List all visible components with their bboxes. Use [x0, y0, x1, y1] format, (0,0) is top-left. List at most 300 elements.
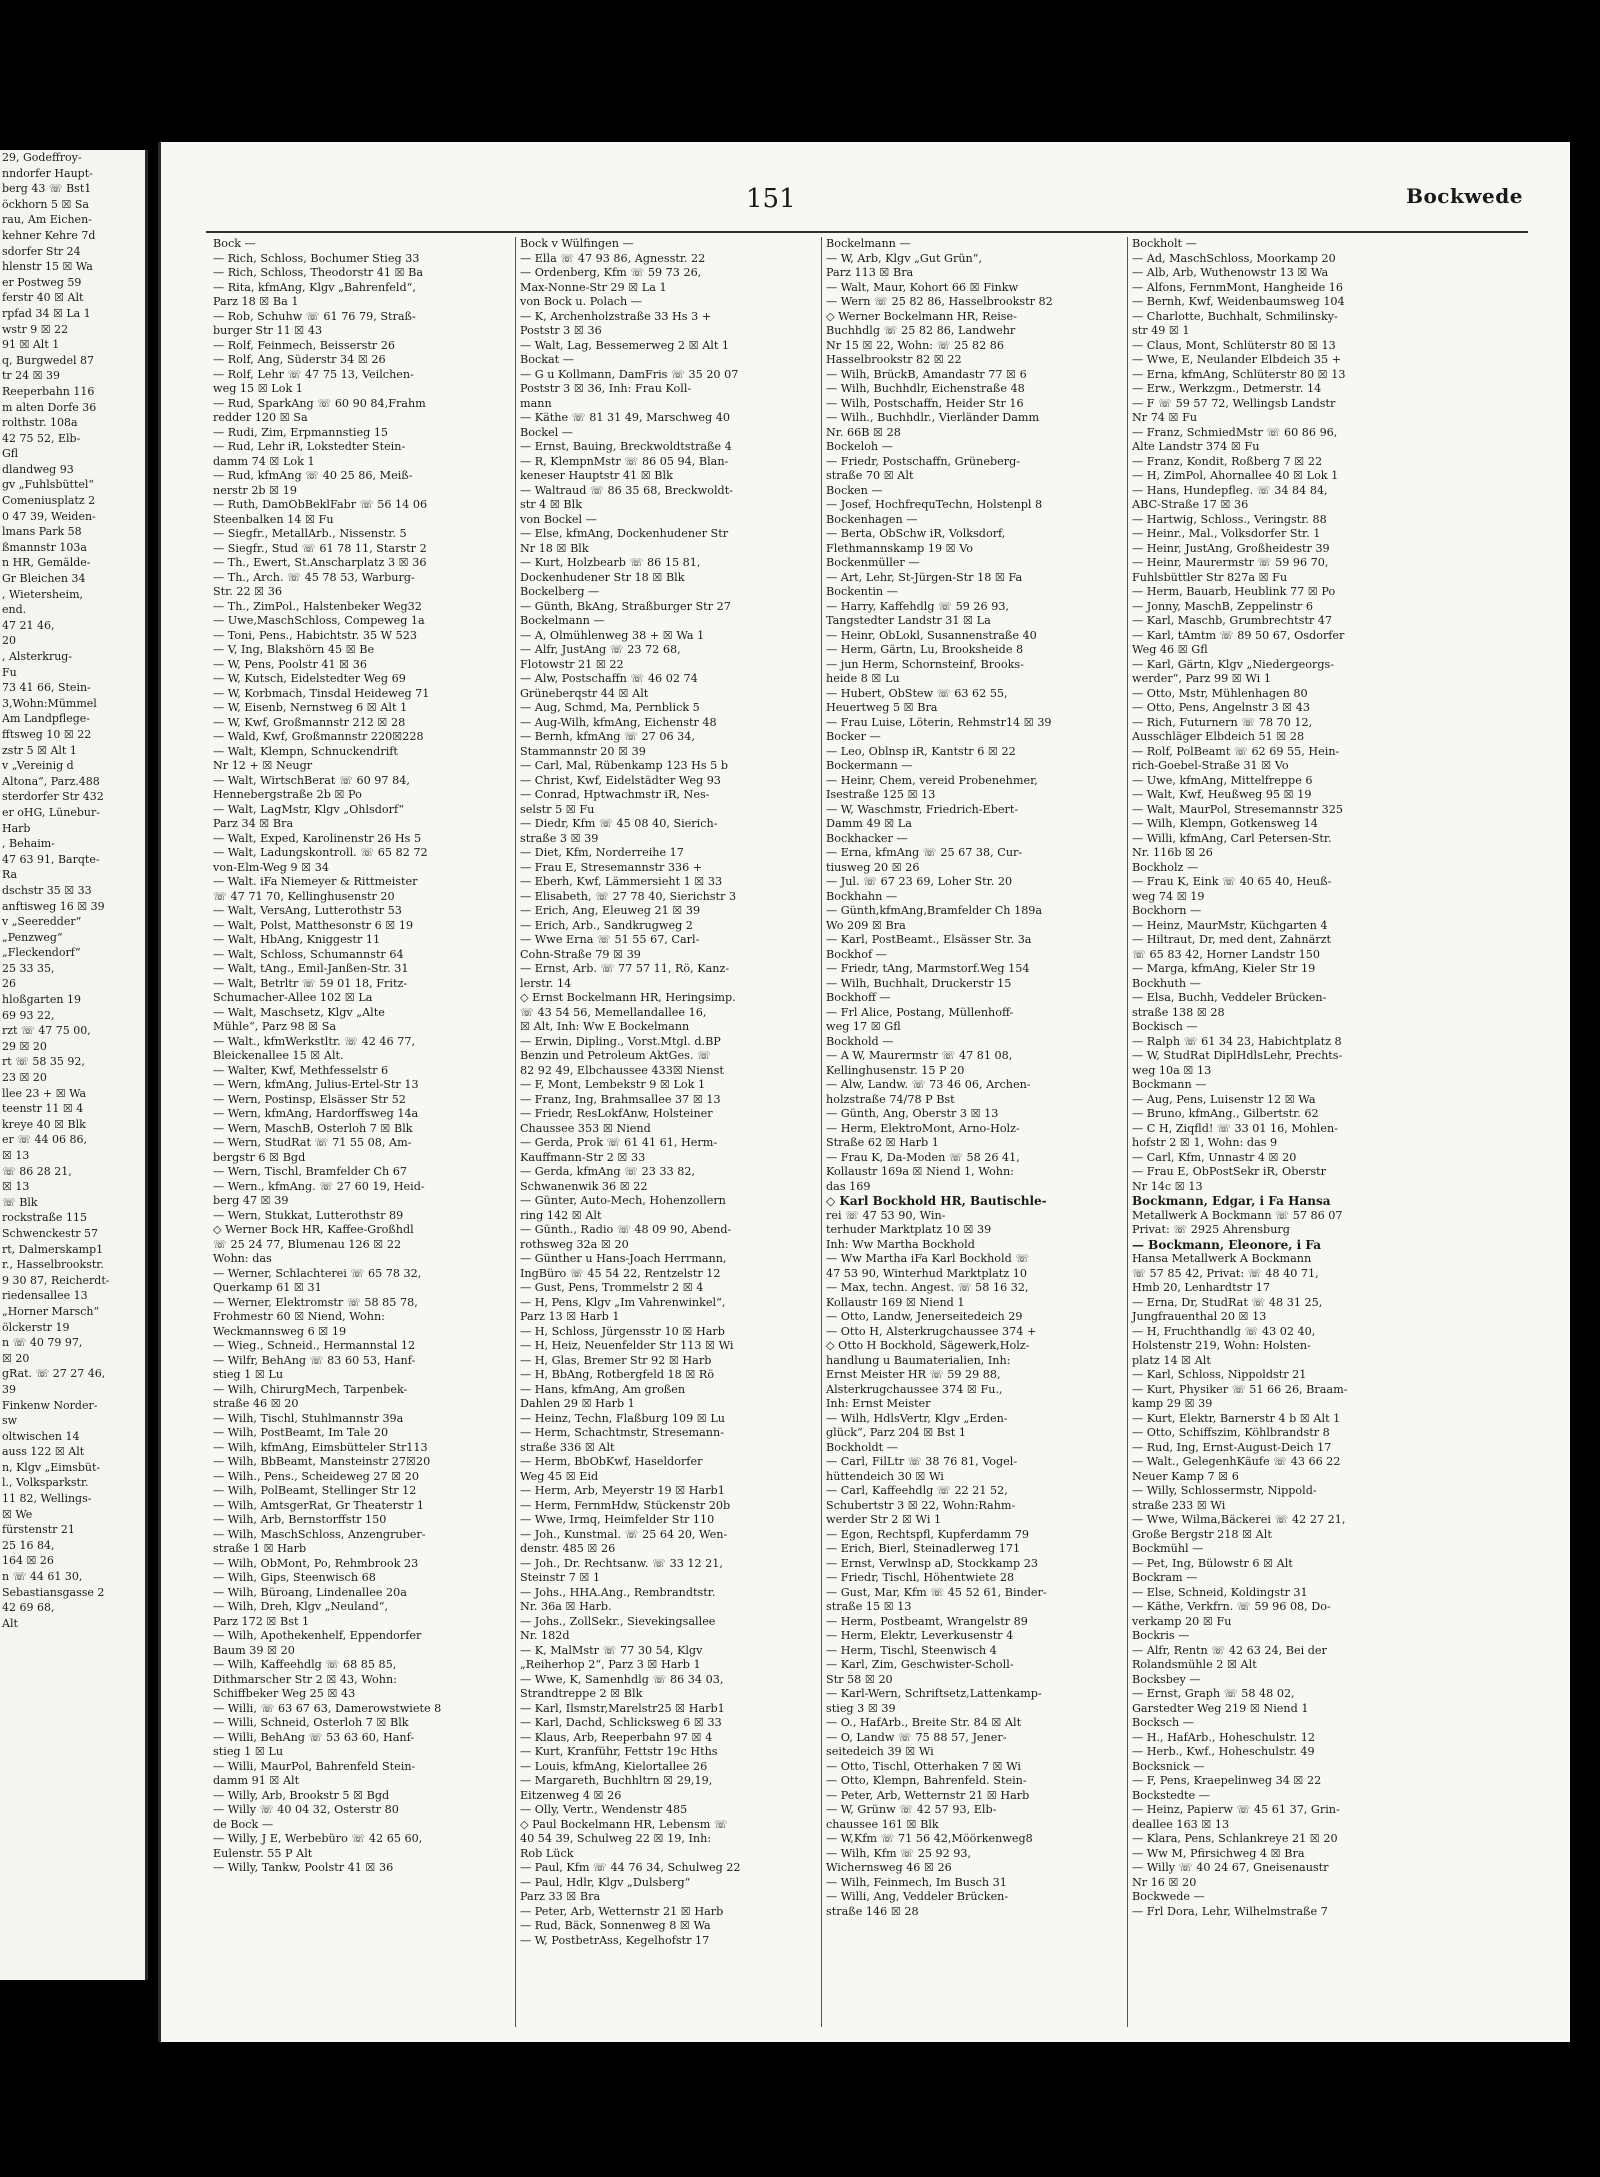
entry-line: — Wald, Kwf, Großmannstr 220☒228 — [213, 730, 424, 743]
entry-line: — Wilh., Pens., Scheideweg 27 ☒ 20 — [213, 1469, 419, 1483]
entry-line: Bockhahn — — [826, 889, 898, 903]
entry-line: — V, Ing, Blakshörn 45 ☒ Be — [213, 643, 375, 656]
entry-line: — Herm, Tischl, Steenwisch 4 — [826, 1643, 997, 1657]
entry-line: Bockram — — [1132, 1571, 1198, 1584]
entry-line: — Hans, kfmAng, Am großen — [520, 1382, 686, 1396]
stub-line: „Fleckendorf“ — [2, 946, 81, 960]
entry-line: — Wilfr, BehAng ☏ 83 60 53, Hanf- — [213, 1353, 416, 1367]
entry-line: — Wilh, Apothekenhelf, Eppendorfer — [213, 1629, 422, 1642]
entry-line: — Max, techn. Angest. ☏ 58 16 32, — [826, 1281, 1029, 1294]
entry-line: — Kurt, Elektr, Barnerstr 4 b ☒ Alt 1 — [1132, 1411, 1341, 1425]
entry-line: — Rich, Schloss, Theodorstr 41 ☒ Ba — [213, 266, 424, 279]
entry-line: Nr 16 ☒ 20 — [1132, 1875, 1197, 1889]
entry-line: — Margareth, Buchhltrn ☒ 29,19, — [520, 1774, 713, 1787]
entry-line: — Walt, Exped, Karolinenstr 26 Hs 5 — [213, 831, 422, 845]
entry-line: hüttendeich 30 ☒ Wi — [826, 1469, 944, 1483]
entry-line: Parz 33 ☒ Bra — [520, 1890, 601, 1903]
entry-line: Neuer Kamp 7 ☒ 6 — [1132, 1469, 1239, 1483]
entry-line: — Gerda, Prok ☏ 61 41 61, Herm- — [520, 1136, 718, 1149]
entry-line: — Wern, StudRat ☏ 71 55 08, Am- — [213, 1136, 412, 1149]
stub-line: 0 47 39, Weiden- — [2, 509, 96, 523]
entry-line: Ausschläger Elbdeich 51 ☒ 28 — [1132, 730, 1305, 743]
stub-line: Reeperbahn 116 — [2, 384, 95, 398]
stub-line: sterdorfer Str 432 — [2, 790, 104, 804]
entry-line: straße 233 ☒ Wi — [1132, 1498, 1226, 1512]
entry-line: — Karl, Schloss, Nippoldstr 21 — [1132, 1368, 1307, 1381]
entry-line: — Willi, Schneid, Osterloh 7 ☒ Blk — [213, 1716, 409, 1729]
entry-line: mann — [520, 396, 552, 410]
entry-line: — Wilh, AmtsgerRat, Gr Theaterstr 1 — [213, 1498, 425, 1512]
entry-line: — Wilh, BbBeamt, Mansteinstr 27☒20 — [213, 1455, 431, 1468]
entry-line: IngBüro ☏ 45 54 22, Rentzelstr 12 — [520, 1266, 721, 1280]
entry-line: Wichernsweg 46 ☒ 26 — [826, 1861, 952, 1874]
entry-line: redder 120 ☒ Sa — [213, 411, 308, 424]
entry-line: — Walt, Ladungskontroll. ☏ 65 82 72 — [213, 846, 428, 859]
entry-line: Nr. 182d — [520, 1629, 570, 1642]
entry-line: Buchhdlg ☏ 25 82 86, Landwehr — [826, 324, 1016, 337]
entry-line: — Karl, Maschb, Grumbrechtstr 47 — [1132, 614, 1332, 627]
entry-line: Str 58 ☒ 20 — [826, 1672, 893, 1686]
entry-line: — Olly, Vertr., Wendenstr 485 — [520, 1803, 688, 1816]
entry-line: — Wilh, PostBeamt, Im Tale 20 — [213, 1426, 389, 1439]
entry-line: seitedeich 39 ☒ Wi — [826, 1745, 934, 1758]
entry-line: Parz 172 ☒ Bst 1 — [213, 1614, 310, 1628]
stub-line: 26 — [2, 977, 16, 991]
entry-line: — H, Glas, Bremer Str 92 ☒ Harb — [520, 1353, 712, 1367]
entry-line: — Conrad, Hptwachmstr iR, Nes- — [520, 788, 710, 801]
stub-line: rockstraße 115 — [2, 1211, 87, 1225]
entry-line: — Ernst, Bauing, Breckwoldtstraße 4 — [520, 440, 732, 453]
entry-line: heide 8 ☒ Lu — [826, 672, 900, 685]
entry-line: — Josef, HochfrequTechn, Holstenpl 8 — [826, 498, 1043, 511]
entry-line: — W, PostbetrAss, Kegelhofstr 17 — [520, 1933, 710, 1947]
stub-line: 25 16 84, — [2, 1538, 55, 1552]
entry-line: ☒ Alt, Inh: Ww E Bockelmann — [520, 1020, 690, 1033]
entry-line: — Ernst, Arb. ☏ 77 57 11, Rö, Kanz- — [520, 962, 730, 975]
entry-line: Parz 34 ☒ Bra — [213, 817, 294, 830]
entry-line: — Johs., ZollSekr., Sievekingsallee — [520, 1614, 716, 1628]
entry-line: Bock v Wülfingen — — [520, 237, 634, 250]
entry-line: Bockhold — — [826, 1034, 894, 1048]
entry-line: damm 74 ☒ Lok 1 — [213, 454, 315, 468]
entry-line: — Ad, MaschSchloss, Moorkamp 20 — [1132, 251, 1336, 265]
stub-line: 42 75 52, Elb- — [2, 431, 81, 445]
entry-line: — Wilh, MaschSchloss, Anzengruber- — [213, 1527, 426, 1541]
entry-line: — Franz, SchmiedMstr ☏ 60 86 96, — [1132, 425, 1338, 439]
entry-line: von Bockel — — [520, 512, 597, 526]
entry-line: Bockmann, Edgar, i Fa Hansa — [1132, 1194, 1331, 1208]
entry-line: straße 70 ☒ Alt — [826, 469, 914, 482]
entry-line: — Siegfr., Stud ☏ 61 78 11, Starstr 2 — [213, 541, 427, 555]
entry-line: — Otto, Pens, Angelnstr 3 ☒ 43 — [1132, 701, 1310, 714]
entry-line: — Carl, FilLtr ☏ 38 76 81, Vogel- — [826, 1455, 1018, 1468]
entry-line: — Wilh, Arb, Bernstorffstr 150 — [213, 1513, 387, 1526]
entry-line: — Rolf, Lehr ☏ 47 75 13, Veilchen- — [213, 367, 414, 381]
entry-line: — Wilh, ChirurgMech, Tarpenbek- — [213, 1382, 408, 1396]
stub-line: r., Hasselbrookstr. — [2, 1258, 104, 1272]
stub-line: Comeniusplatz 2 — [2, 494, 96, 508]
entry-line: — Ww Martha iFa Karl Bockhold ☏ — [826, 1252, 1030, 1265]
entry-line: Alsterkrugchaussee 374 ☒ Fu., — [826, 1382, 1003, 1396]
entry-line: — Günth., Radio ☏ 48 09 90, Abend- — [520, 1223, 732, 1236]
stub-line: nndorfer Haupt- — [2, 166, 93, 180]
entry-line: Bockhuth — — [1132, 976, 1201, 990]
stub-line: Altona“, Parz.488 — [2, 774, 100, 788]
stub-line: Am Landpflege- — [2, 712, 91, 726]
entry-line: — Heinr, Chem, vereid Probenehmer, — [826, 773, 1038, 787]
entry-line: — A, Olmühlenweg 38 + ☒ Wa 1 — [520, 628, 705, 642]
entry-line: — Hartwig, Schloss., Veringstr. 88 — [1132, 512, 1327, 526]
entry-line: — Walt, Polst, Matthesonstr 6 ☒ 19 — [213, 918, 414, 932]
entry-line: — Rud, Ing, Ernst-August-Deich 17 — [1132, 1440, 1332, 1454]
entry-line: Kollaustr 169a ☒ Niend 1, Wohn: — [826, 1165, 1014, 1178]
entry-line: — Wilh, Dreh, Klgv „Neuland“, — [213, 1600, 389, 1613]
entry-line: — Erw., Werkzgm., Detmerstr. 14 — [1132, 382, 1322, 395]
entry-line: — Eberh, Kwf, Lämmersieht 1 ☒ 33 — [520, 875, 723, 888]
entry-line: Bockholt — — [1132, 237, 1197, 250]
entry-line: — Otto, Landw, Jenerseitedeich 29 — [826, 1310, 1023, 1323]
entry-line: rich-Goebel-Straße 31 ☒ Vo — [1132, 759, 1289, 772]
entry-line: Weg 45 ☒ Eid — [520, 1469, 599, 1483]
entry-line: — Hiltraut, Dr, med dent, Zahnärzt — [1132, 933, 1331, 946]
entry-line: — Karl, Dachd, Schlicksweg 6 ☒ 33 — [520, 1716, 722, 1729]
entry-line: — Waltraud ☏ 86 35 68, Breckwoldt- — [520, 483, 733, 497]
entry-line: — Wern, Tischl, Bramfelder Ch 67 — [213, 1165, 407, 1178]
column-2 — [515, 237, 816, 2027]
stub-line: Harb — [2, 821, 31, 835]
entry-line: — Ernst, Graph ☏ 58 48 02, — [1132, 1687, 1295, 1700]
entry-line: — Karl, PostBeamt., Elsässer Str. 3a — [826, 933, 1032, 946]
entry-line: werder Str 2 ☒ Wi 1 — [826, 1513, 942, 1526]
entry-line: Nr 12 + ☒ Neugr — [213, 759, 313, 772]
entry-line: — Erwin, Dipling., Vorst.Mtgl. d.BP — [520, 1034, 721, 1048]
entry-line: Nr 15 ☒ 22, Wohn: ☏ 25 82 86 — [826, 338, 1004, 352]
stub-line: , Behaim- — [2, 837, 55, 851]
entry-line: Baum 39 ☒ 20 — [213, 1643, 295, 1657]
entry-line: — Herm, Arb, Meyerstr 19 ☒ Harb1 — [520, 1484, 725, 1497]
entry-line: kamp 29 ☒ 39 — [1132, 1397, 1213, 1410]
entry-line: — Frl Dora, Lehr, Wilhelmstraße 7 — [1132, 1904, 1328, 1918]
entry-line: — Heinz, Papierw ☏ 45 61 37, Grin- — [1132, 1803, 1340, 1816]
entry-line: — Aug, Pens, Luisenstr 12 ☒ Wa — [1132, 1092, 1316, 1106]
entry-line: Fuhlsbüttler Str 827a ☒ Fu — [1132, 570, 1288, 584]
entry-line: — Heinr, JustAng, Großheidestr 39 — [1132, 541, 1330, 555]
stub-line: 39 — [2, 1382, 16, 1396]
entry-line: — Wwe, K, Samenhdlg ☏ 86 34 03, — [520, 1672, 724, 1686]
entry-line: platz 14 ☒ Alt — [1132, 1353, 1211, 1367]
entry-line: Dithmarscher Str 2 ☒ 43, Wohn: — [213, 1672, 397, 1686]
entry-line: — Karl, tAmtm ☏ 89 50 67, Osdorfer — [1132, 628, 1345, 642]
entry-line: — W, Korbmach, Tinsdal Heideweg 71 — [213, 686, 430, 700]
stub-line: „Horner Marsch“ — [2, 1304, 100, 1318]
entry-line: — Wwe, Irmq, Heimfelder Str 110 — [520, 1513, 715, 1526]
stub-line: Gfl — [2, 447, 19, 461]
entry-line: Bockeloh — — [826, 440, 893, 453]
entry-line: — Joh., Kunstmal. ☏ 25 64 20, Wen- — [520, 1527, 728, 1541]
stub-line: Gr Bleichen 34 — [2, 572, 86, 586]
entry-line: Frohmestr 60 ☒ Niend, Wohn: — [213, 1310, 385, 1323]
entry-line: — Willi, BehAng ☏ 53 63 60, Hanf- — [213, 1730, 415, 1744]
stub-line: q, Burgwedel 87 — [2, 353, 94, 367]
entry-line: Bockhorn — — [1132, 904, 1202, 917]
entry-line: straße 1 ☒ Harb — [213, 1542, 307, 1555]
entry-line: „Reiherhop 2“, Parz 3 ☒ Harb 1 — [520, 1658, 701, 1671]
running-head: Bockwede — [1406, 184, 1523, 208]
stub-line: 20 — [2, 634, 16, 648]
entry-line: — Ordenberg, Kfm ☏ 59 73 26, — [520, 266, 702, 279]
entry-line: — Rich, Futurnern ☏ 78 70 12, — [1132, 715, 1313, 729]
entry-line: Eitzenweg 4 ☒ 26 — [520, 1788, 622, 1802]
entry-line: Bockelberg — — [520, 585, 600, 598]
entry-line: — Aug-Wilh, kfmAng, Eichenstr 48 — [520, 715, 717, 729]
entry-line: Dahlen 29 ☒ Harb 1 — [520, 1397, 635, 1410]
entry-line: — Bruno, kfmAng., Gilbertstr. 62 — [1132, 1107, 1319, 1120]
entry-line: Inh: Ernst Meister — [826, 1397, 931, 1410]
entry-line: — Carl, Kaffeehdlg ☏ 22 21 52, — [826, 1484, 1008, 1497]
entry-line: ◇ Ernst Bockelmann HR, Heringsimp. — [520, 991, 736, 1004]
entry-line: — Louis, kfmAng, Kielortallee 26 — [520, 1759, 708, 1773]
entry-line: ◇ Otto H Bockhold, Sägewerk,Holz- — [826, 1339, 1030, 1352]
entry-line: — Wilh., Buchhdlr., Vierländer Damm — [826, 411, 1040, 424]
entry-line: — Alfr, Rentn ☏ 42 63 24, Bei der — [1132, 1643, 1327, 1657]
entry-line: straße 138 ☒ 28 — [1132, 1005, 1225, 1019]
entry-line: burger Str 11 ☒ 43 — [213, 324, 323, 337]
entry-line: — Leo, Oblnsp iR, Kantstr 6 ☒ 22 — [826, 744, 1016, 758]
entry-line: — Ernst, Verwlnsp aD, Stockkamp 23 — [826, 1556, 1038, 1570]
entry-line: — Wilh, Kaffeehdlg ☏ 68 85 85, — [213, 1658, 397, 1671]
entry-line: Nr. 66B ☒ 28 — [826, 425, 901, 439]
entry-line: — Elsa, Buchh, Veddeler Brücken- — [1132, 991, 1327, 1004]
entry-columns — [209, 237, 1529, 2027]
entry-line: — Bockmann, Eleonore, i Fa — [1132, 1237, 1321, 1252]
entry-line: holzstraße 74/78 P Bst — [826, 1092, 955, 1106]
entry-line: — Walt, Lag, Bessemerweg 2 ☒ Alt 1 — [520, 338, 730, 352]
stub-line: oltwischen 14 — [2, 1429, 80, 1443]
entry-line: weg 15 ☒ Lok 1 — [213, 382, 303, 395]
entry-line: Strandtreppe 2 ☒ Blk — [520, 1687, 643, 1700]
stub-line: sw — [2, 1414, 18, 1428]
entry-line: — H, Heiz, Neuenfelder Str 113 ☒ Wi — [520, 1339, 734, 1352]
entry-line: — Wilh, Postschaffn, Heider Str 16 — [826, 396, 1024, 410]
entry-line: — W, Arb, Klgv „Gut Grün“, — [826, 251, 983, 265]
entry-line: — H., HafArb., Hoheschulstr. 12 — [1132, 1730, 1316, 1744]
entry-line: weg 74 ☒ 19 — [1132, 889, 1205, 903]
entry-line: — Wilh, Feinmech, Im Busch 31 — [826, 1875, 1007, 1889]
entry-line: — Herb., Kwf., Hoheschulstr. 49 — [1132, 1745, 1315, 1758]
entry-line: das 169 — [826, 1179, 871, 1193]
entry-line: — Wern, Postinsp, Elsässer Str 52 — [213, 1092, 406, 1106]
left-page-stub — [0, 150, 148, 1980]
entry-line: — W, Grünw ☏ 42 57 93, Elb- — [826, 1803, 997, 1816]
stub-line: 91 ☒ Alt 1 — [2, 338, 60, 352]
entry-line: Bockermann — — [826, 759, 913, 772]
entry-line: — Elisabeth, ☏ 27 78 40, Sierichstr 3 — [520, 889, 737, 903]
entry-line: chaussee 161 ☒ Blk — [826, 1817, 939, 1831]
entry-line: — Bernh, kfmAng ☏ 27 06 34, — [520, 730, 695, 743]
entry-line: — Wern, kfmAng, Julius-Ertel-Str 13 — [213, 1078, 419, 1091]
entry-line: — Rud, Lehr iR, Lokstedter Stein- — [213, 440, 406, 453]
entry-line: Nr 18 ☒ Blk — [520, 541, 589, 555]
stub-line: ☒ 13 — [2, 1149, 30, 1162]
entry-line: — Walt, Klempn, Schnuckendrift — [213, 744, 398, 758]
entry-line: Bocksnick — — [1132, 1759, 1205, 1773]
stub-line: sdorfer Str 24 — [2, 244, 81, 258]
entry-line: ring 142 ☒ Alt — [520, 1208, 602, 1222]
entry-line: — W, Waschmstr, Friedrich-Ebert- — [826, 802, 1019, 816]
entry-line: — Diedr, Kfm ☏ 45 08 40, Sierich- — [520, 817, 718, 830]
stub-line: rzt ☏ 47 75 00, — [2, 1024, 91, 1038]
entry-line: — Wilh, Kfm ☏ 25 92 93, — [826, 1846, 972, 1860]
entry-line: Isestraße 125 ☒ 13 — [826, 788, 936, 801]
entry-line: 47 53 90, Winterhud Marktplatz 10 — [826, 1266, 1027, 1280]
entry-line: — Franz, Kondit, Roßberg 7 ☒ 22 — [1132, 454, 1323, 468]
entry-line: — Ralph ☏ 61 34 23, Habichtplatz 8 — [1132, 1034, 1342, 1048]
entry-line: stieg 1 ☒ Lu — [213, 1368, 284, 1381]
entry-line: — C H, Ziqfld! ☏ 33 01 16, Mohlen- — [1132, 1121, 1338, 1135]
page-number: 151 — [746, 184, 796, 214]
entry-line: — Wwe Erna ☏ 51 55 67, Carl- — [520, 933, 700, 946]
entry-line: — Jonny, MaschB, Zeppelinstr 6 — [1132, 599, 1313, 613]
entry-line: Flethmannskamp 19 ☒ Vo — [826, 541, 974, 555]
entry-line: — F, Mont, Lembekstr 9 ☒ Lok 1 — [520, 1078, 706, 1091]
entry-line: — Friedr, Tischl, Höhentwiete 28 — [826, 1571, 1015, 1584]
entry-line: Jungfrauenthal 20 ☒ 13 — [1132, 1310, 1267, 1323]
entry-line: Alte Landstr 374 ☒ Fu — [1132, 440, 1260, 453]
entry-line: — Paul, Hdlr, Klgv „Dulsberg“ — [520, 1875, 691, 1889]
stub-line: gRat. ☏ 27 27 46, — [2, 1367, 106, 1381]
entry-line: — Günter, Auto-Mech, Hohenzollern — [520, 1194, 726, 1207]
entry-line: — Erich, Arb., Sandkrugweg 2 — [520, 918, 693, 932]
entry-line: — Willy, J E, Werbebüro ☏ 42 65 60, — [213, 1832, 423, 1845]
entry-line: — Erich, Ang, Eleuweg 21 ☒ 39 — [520, 904, 701, 917]
stub-line: er oHG, Lünebur- — [2, 805, 100, 819]
entry-line: — Rud, kfmAng ☏ 40 25 86, Meiß- — [213, 469, 413, 482]
entry-line: — Günth, BkAng, Straßburger Str 27 — [520, 599, 731, 613]
entry-line: — Gust, Mar, Kfm ☏ 45 52 61, Binder- — [826, 1585, 1047, 1599]
entry-line: Wo 209 ☒ Bra — [826, 918, 906, 932]
entry-line: — Erna, kfmAng ☏ 25 67 38, Cur- — [826, 846, 1023, 859]
stub-line: v „Seeredder“ — [2, 915, 82, 929]
stub-line: 11 82, Wellings- — [2, 1492, 92, 1506]
stub-line: ☒ 13 — [2, 1180, 30, 1194]
entry-line: — Wilh, PolBeamt, Stellinger Str 12 — [213, 1484, 417, 1497]
entry-line: Poststr 3 ☒ 36 — [520, 324, 602, 337]
entry-line: Nr 74 ☒ Fu — [1132, 411, 1198, 424]
entry-line: — Toni, Pens., Habichtstr. 35 W 523 — [213, 628, 418, 642]
entry-line: — W, Eisenb, Nernstweg 6 ☒ Alt 1 — [213, 701, 408, 714]
entry-line: — Walt, Maschsetz, Klgv „Alte — [213, 1005, 385, 1019]
entry-line: — Frau Luise, Löterin, Rehmstr14 ☒ 39 — [826, 715, 1052, 729]
stub-line: gv „Fuhlsbüttel“ — [2, 478, 95, 492]
entry-line: — Bernh, Kwf, Weidenbaumsweg 104 — [1132, 295, 1345, 308]
stub-line: rau, Am Eichen- — [2, 213, 92, 227]
entry-line: — Willy, Arb, Brookstr 5 ☒ Bgd — [213, 1788, 390, 1802]
entry-line: Hennebergstraße 2b ☒ Po — [213, 788, 362, 801]
entry-line: Schubertstr 3 ☒ 22, Wohn:Rahm- — [826, 1498, 1016, 1512]
stub-line: tr 24 ☒ 39 — [2, 369, 61, 383]
entry-line: glück“, Parz 204 ☒ Bst 1 — [826, 1426, 966, 1439]
entry-line: — Alfons, FernmMont, Hangheide 16 — [1132, 280, 1344, 294]
entry-line: — Wilh, Büroang, Lindenallee 20a — [213, 1585, 407, 1599]
entry-line: — Uwe, kfmAng, Mittelfreppe 6 — [1132, 773, 1313, 787]
directory-page — [158, 142, 1573, 2042]
stub-line: rt, Dalmerskamp1 — [2, 1242, 104, 1256]
entry-line: — Herm, Elektr, Leverkusenstr 4 — [826, 1629, 1014, 1642]
entry-line: — Willi, ☏ 63 67 63, Damerowstwiete 8 — [213, 1701, 442, 1715]
stub-line: Alt — [2, 1616, 18, 1630]
entry-line: — Herm, BbObKwf, Haseldorfer — [520, 1455, 703, 1468]
entry-line: — Wern, MaschB, Osterloh 7 ☒ Blk — [213, 1121, 413, 1135]
stub-line: Fu — [2, 665, 17, 679]
entry-line: — Th., Ewert, St.Anscharplatz 3 ☒ 36 — [213, 556, 427, 569]
entry-line: — Friedr, tAng, Marmstorf.Weg 154 — [826, 962, 1030, 975]
entry-line: — H, Fruchthandlg ☏ 43 02 40, — [1132, 1324, 1316, 1338]
entry-line: Querkamp 61 ☒ 31 — [213, 1281, 322, 1294]
entry-line: Tangstedter Landstr 31 ☒ La — [826, 614, 991, 627]
entry-line: — Rud, Bäck, Sonnenweg 8 ☒ Wa — [520, 1919, 711, 1932]
entry-line: — Friedr, ResLokfAnw, Holsteiner — [520, 1107, 713, 1120]
stub-line: 25 33 35, — [2, 961, 55, 975]
entry-line: — Rudi, Zim, Erpmannstieg 15 — [213, 425, 389, 439]
entry-line: straße 15 ☒ 13 — [826, 1600, 912, 1613]
stub-line: ☒ 20 — [2, 1351, 30, 1365]
stub-line: hloßgarten 19 — [2, 993, 81, 1007]
stub-line: fftsweg 10 ☒ 22 — [2, 727, 92, 741]
entry-line: — Paul, Kfm ☏ 44 76 34, Schulweg 22 — [520, 1861, 741, 1874]
entry-line: — Peter, Arb, Wetternstr 21 ☒ Harb — [826, 1788, 1030, 1802]
entry-line: — Harry, Kaffehdlg ☏ 59 26 93, — [826, 599, 1009, 613]
entry-line: — Rob, Schuhw ☏ 61 76 79, Straß- — [213, 309, 416, 323]
entry-line: — Rita, kfmAng, Klgv „Bahrenfeld“, — [213, 280, 416, 294]
entry-line: Bocken — — [826, 483, 883, 497]
stub-line: ölckerstr 19 — [2, 1320, 70, 1334]
entry-line: straße 336 ☒ Alt — [520, 1440, 615, 1454]
entry-line: verkamp 20 ☒ Fu — [1132, 1614, 1232, 1628]
stub-line: auss 122 ☒ Alt — [2, 1445, 85, 1459]
entry-line: — W, StudRat DiplHdlsLehr, Prechts- — [1132, 1049, 1343, 1062]
entry-line: Nr 14c ☒ 13 — [1132, 1179, 1203, 1193]
entry-line: Bockelmann — — [520, 614, 605, 627]
entry-line: — Willy, Tankw, Poolstr 41 ☒ 36 — [213, 1861, 394, 1874]
stub-line: er ☏ 44 06 86, — [2, 1133, 87, 1147]
stub-line: rt ☏ 58 35 92, — [2, 1055, 85, 1069]
entry-line: rothsweg 32a ☒ 20 — [520, 1237, 629, 1251]
entry-line: — Art, Lehr, St-Jürgen-Str 18 ☒ Fa — [826, 570, 1023, 584]
stub-line: 9 30 87, Reicherdt- — [2, 1273, 110, 1287]
entry-line: — Carl, Mal, Rübenkamp 123 Hs 5 b — [520, 759, 729, 772]
entry-line: keneser Hauptstr 41 ☒ Blk — [520, 469, 673, 482]
entry-line: Bocksch — — [1132, 1716, 1194, 1729]
header-rule — [206, 231, 1528, 233]
entry-line: — Günth,kfmAng,Bramfelder Ch 189a — [826, 904, 1043, 917]
entry-line: Ernst Meister HR ☏ 59 29 88, — [826, 1368, 1001, 1381]
stub-line: ferstr 40 ☒ Alt — [2, 291, 84, 305]
stub-line: fürstenstr 21 — [2, 1523, 75, 1537]
entry-line: — Frau E, ObPostSekr iR, Oberstr — [1132, 1165, 1326, 1178]
stub-line: 3,Wohn:Mümmel — [2, 696, 97, 710]
entry-line: Bock — — [213, 237, 256, 250]
entry-line: — Herm, Bauarb, Heublink 77 ☒ Po — [1132, 585, 1336, 598]
entry-line: de Bock — — [213, 1817, 274, 1831]
stub-line: „Penzweg“ — [2, 930, 63, 944]
entry-line: ◇ Paul Bockelmann HR, Lebensm ☏ — [520, 1817, 728, 1831]
entry-line: — Egon, Rechtspfl, Kupferdamm 79 — [826, 1527, 1030, 1541]
entry-line: Bockhoff — — [826, 991, 891, 1004]
entry-line: — Otto, Tischl, Otterhaken 7 ☒ Wi — [826, 1759, 1022, 1773]
entry-line: — Christ, Kwf, Eidelstädter Weg 93 — [520, 773, 721, 787]
stub-line: 73 41 66, Stein- — [2, 681, 91, 695]
entry-line: Poststr 3 ☒ 36, Inh: Frau Koll- — [520, 382, 692, 395]
